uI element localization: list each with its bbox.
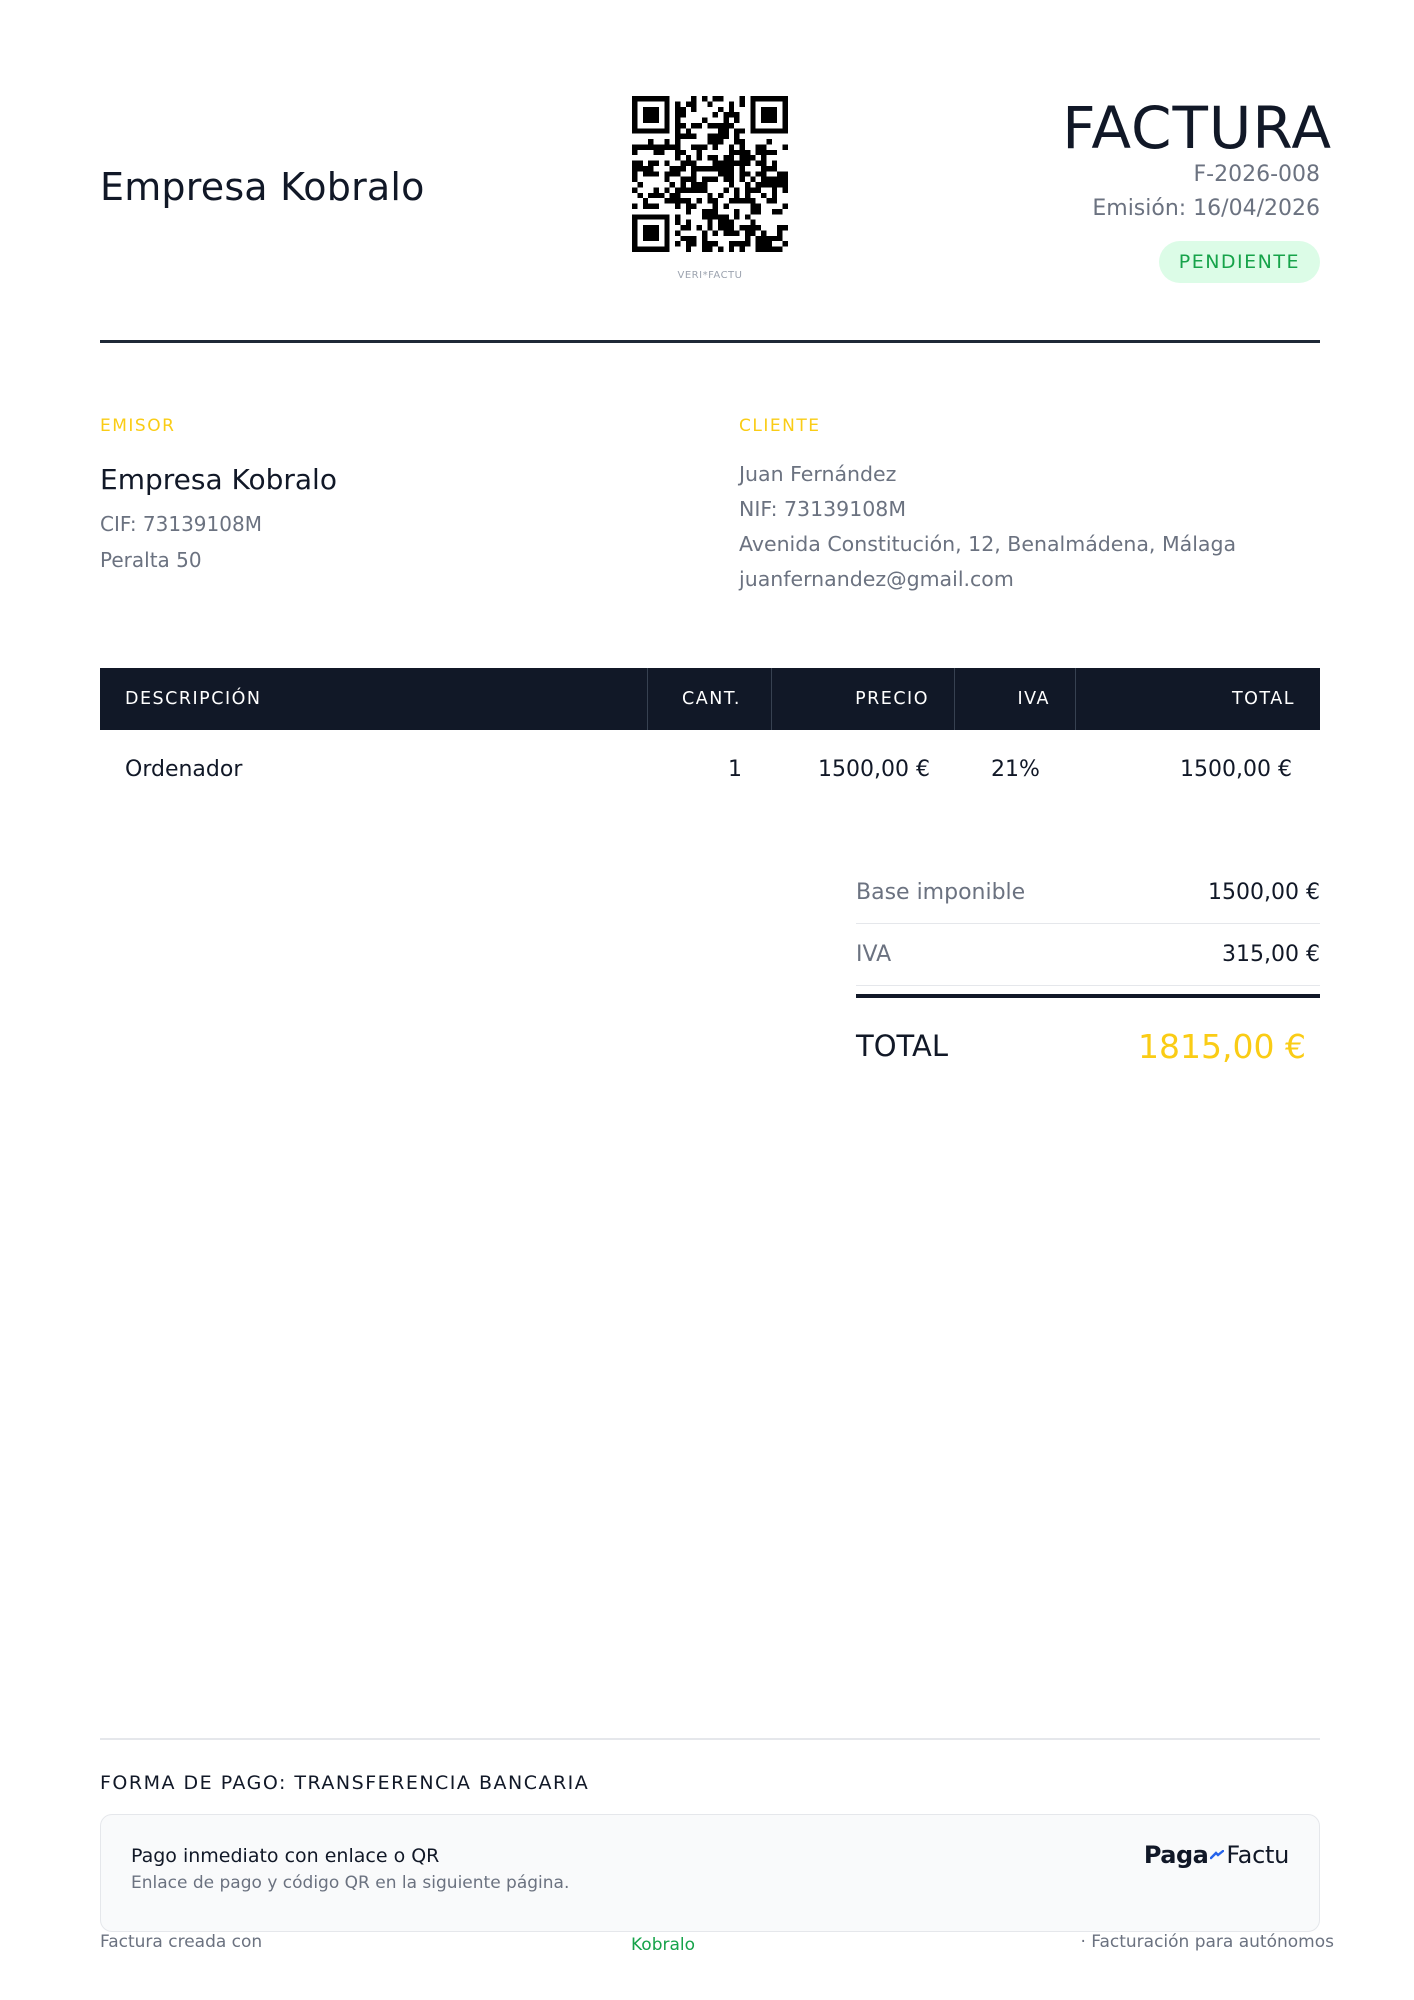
client-address: Avenida Constitución, 12, Benalmádena, Málaga xyxy=(739,532,1237,556)
header-divider xyxy=(100,340,1320,343)
client-name: Juan Fernández xyxy=(739,462,897,486)
table-header xyxy=(100,668,1320,730)
qr-code-icon xyxy=(632,96,788,252)
emitter-address: Peralta 50 xyxy=(100,548,202,572)
vat-value: 315,00 € xyxy=(1222,942,1320,967)
totals-block xyxy=(856,862,1320,1094)
vat-label: IVA xyxy=(856,942,892,967)
brand-arrow-icon xyxy=(1210,1850,1224,1860)
base-value: 1500,00 € xyxy=(1208,880,1320,905)
emitter-tax-id: CIF: 73139108M xyxy=(100,512,262,536)
footer-divider xyxy=(100,1738,1320,1740)
qr-caption: VERI*FACTU xyxy=(677,270,743,281)
cell-total: 1500,00 € xyxy=(1180,756,1292,782)
payment-method: FORMA DE PAGO: TRANSFERENCIA BANCARIA xyxy=(100,1772,590,1794)
column-header-price: PRECIO xyxy=(772,668,955,730)
payment-box-subtitle: Enlace de pago y código QR en la siguiente página. xyxy=(131,1873,570,1893)
cell-vat: 21% xyxy=(991,756,1040,782)
grand-total-label: TOTAL xyxy=(856,1029,948,1063)
payment-box-title: Pago inmediato con enlace o QR xyxy=(131,1845,440,1867)
grand-total-row xyxy=(856,998,1320,1094)
emitter-name: Empresa Kobralo xyxy=(100,463,337,496)
client-tax-id: NIF: 73139108M xyxy=(739,497,907,521)
cell-description: Ordenador xyxy=(125,756,243,782)
items-table xyxy=(100,668,1320,808)
company-title: Empresa Kobralo xyxy=(100,165,425,209)
status-badge: PENDIENTE xyxy=(1159,241,1320,283)
column-header-total: TOTAL xyxy=(1231,689,1295,709)
brand-part1: Paga xyxy=(1143,1841,1209,1869)
credit-tagline: · Facturación para autónomos xyxy=(1080,1932,1334,1952)
emitter-label: EMISOR xyxy=(100,416,176,436)
issue-date: Emisión: 16/04/2026 xyxy=(1092,196,1320,221)
column-header-vat: IVA xyxy=(955,668,1076,730)
cell-quantity: 1 xyxy=(728,756,742,782)
invoice-number: F-2026-008 xyxy=(1193,162,1320,187)
client-label: CLIENTE xyxy=(739,416,821,436)
table-body xyxy=(100,730,1320,808)
column-header-quantity: CANT. xyxy=(648,668,772,730)
document-title: FACTURA xyxy=(1062,94,1332,162)
base-label: Base imponible xyxy=(856,880,1026,905)
pagafactu-logo xyxy=(1144,1841,1289,1869)
base-row xyxy=(856,862,1320,924)
credit-brand-link[interactable]: Kobralo xyxy=(631,1935,696,1955)
credit-text: Factura creada con xyxy=(100,1932,263,1952)
brand-part2: Factu xyxy=(1226,1841,1289,1869)
grand-total-value: 1815,00 € xyxy=(1138,1026,1306,1066)
vat-row xyxy=(856,924,1320,986)
cell-price: 1500,00 € xyxy=(818,756,930,782)
table-row xyxy=(100,730,1320,808)
client-email: juanfernandez@gmail.com xyxy=(739,567,1014,591)
column-header-description: DESCRIPCIÓN xyxy=(100,668,648,730)
payment-box xyxy=(100,1814,1320,1932)
